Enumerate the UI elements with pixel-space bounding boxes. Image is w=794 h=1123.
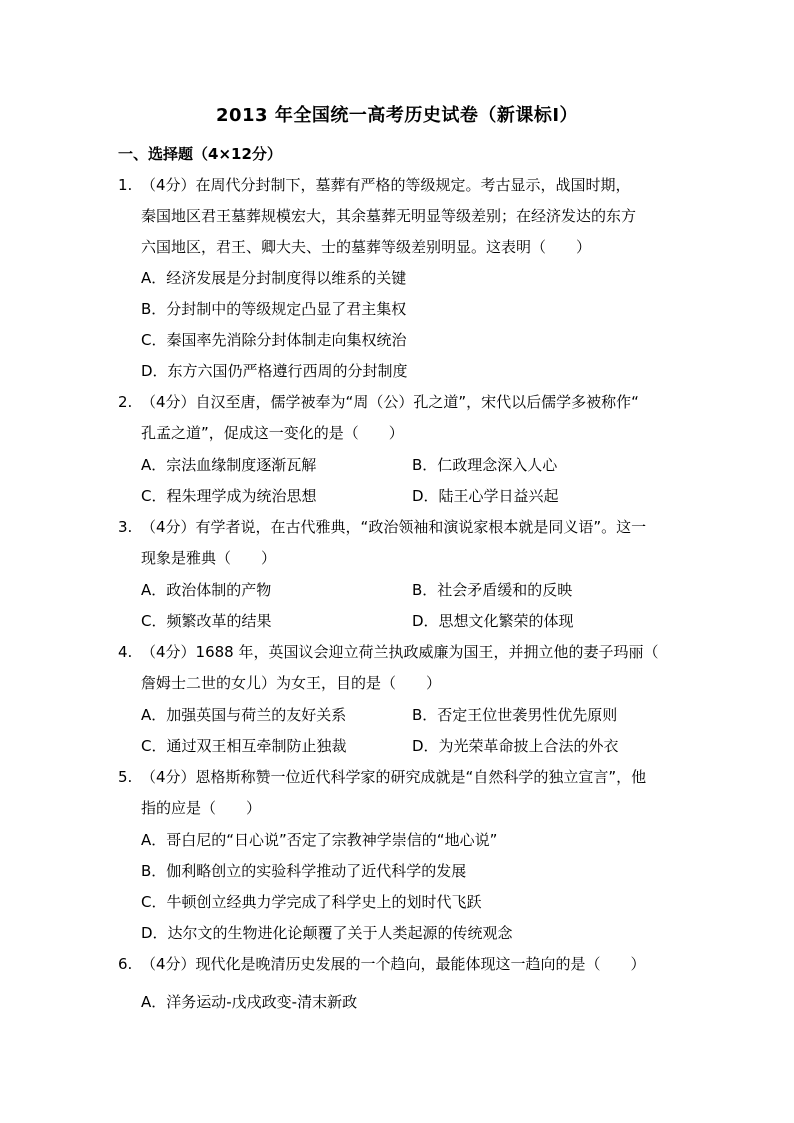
question-text: 六国地区，君王、卿大夫、士的墓葬等级差别明显。这表明（ ） — [141, 238, 592, 256]
option-d: D．达尔文的生物进化论颠覆了关于人类起源的传统观念 — [141, 924, 513, 942]
option-d: D．陆王心学日益兴起 — [412, 487, 559, 505]
option-a: A．加强英国与荷兰的友好关系 — [141, 706, 347, 724]
question-text: 詹姆士二世的女儿）为女王，目的是（ ） — [141, 674, 442, 692]
option-b: B．社会矛盾缓和的反映 — [412, 581, 573, 599]
option-b: B．分封制中的等级规定凸显了君主集权 — [141, 300, 407, 318]
option-a: A．宗法血缘制度逐渐瓦解 — [141, 456, 317, 474]
option-c: C．频繁改革的结果 — [141, 612, 272, 630]
option-b: B．仁政理念深入人心 — [412, 456, 558, 474]
question-text: 秦国地区君王墓葬规模宏大，其余墓葬无明显等级差别；在经济发达的东方 — [141, 207, 637, 225]
question-number: 3. — [118, 518, 133, 536]
question-text: （4分）在周代分封制下，墓葬有严格的等级规定。考古显示，战国时期， — [141, 176, 631, 194]
option-a: A．哥白尼的“日心说”否定了宗教神学崇信的“地心说” — [141, 831, 498, 849]
question-text: （4分）有学者说，在古代雅典，“政治领袖和演说家根本就是同义语”。这一 — [141, 518, 647, 536]
option-a: A．政治体制的产物 — [141, 581, 272, 599]
question-text: （4分）1688 年，英国议会迎立荷兰执政威廉为国王，并拥立他的妻子玛丽（ — [141, 643, 659, 661]
question-text: 现象是雅典（ ） — [141, 549, 277, 567]
option-a: A．洋务运动-戊戌政变-清末新政 — [141, 993, 358, 1011]
question-number: 6. — [118, 955, 133, 973]
option-d: D．为光荣革命披上合法的外衣 — [412, 737, 619, 755]
question-text: （4分）现代化是晚清历史发展的一个趋向，最能体现这一趋向的是（ ） — [141, 955, 646, 973]
option-c: C．程朱理学成为统治思想 — [141, 487, 317, 505]
section-heading: 一、选择题（4×12分） — [118, 145, 282, 163]
option-c: C．牛顿创立经典力学完成了科学史上的划时代飞跃 — [141, 893, 482, 911]
question-text: 指的应是（ ） — [141, 799, 262, 817]
question-number: 2. — [118, 393, 133, 411]
question-text: 孔孟之道”，促成这一变化的是（ ） — [141, 424, 404, 442]
option-a: A．经济发展是分封制度得以维系的关键 — [141, 269, 407, 287]
question-number: 1. — [118, 176, 133, 194]
option-c: C．秦国率先消除分封体制走向集权统治 — [141, 331, 407, 349]
option-b: B．伽利略创立的实验科学推动了近代科学的发展 — [141, 862, 467, 880]
question-number: 5. — [118, 768, 133, 786]
option-d: D．思想文化繁荣的体现 — [412, 612, 574, 630]
option-d: D．东方六国仍严格遵行西周的分封制度 — [141, 362, 408, 380]
option-c: C．通过双王相互牵制防止独裁 — [141, 737, 347, 755]
question-text: （4分）自汉至唐，儒学被奉为“周（公）孔之道”，宋代以后儒学多被称作“ — [141, 393, 639, 411]
question-text: （4分）恩格斯称赞一位近代科学家的研究成就是“自然科学的独立宣言”，他 — [141, 768, 647, 786]
page-title: 2013 年全国统一高考历史试卷（新课标Ⅰ） — [215, 105, 579, 126]
option-b: B．否定王位世袭男性优先原则 — [412, 706, 618, 724]
question-number: 4. — [118, 643, 133, 661]
